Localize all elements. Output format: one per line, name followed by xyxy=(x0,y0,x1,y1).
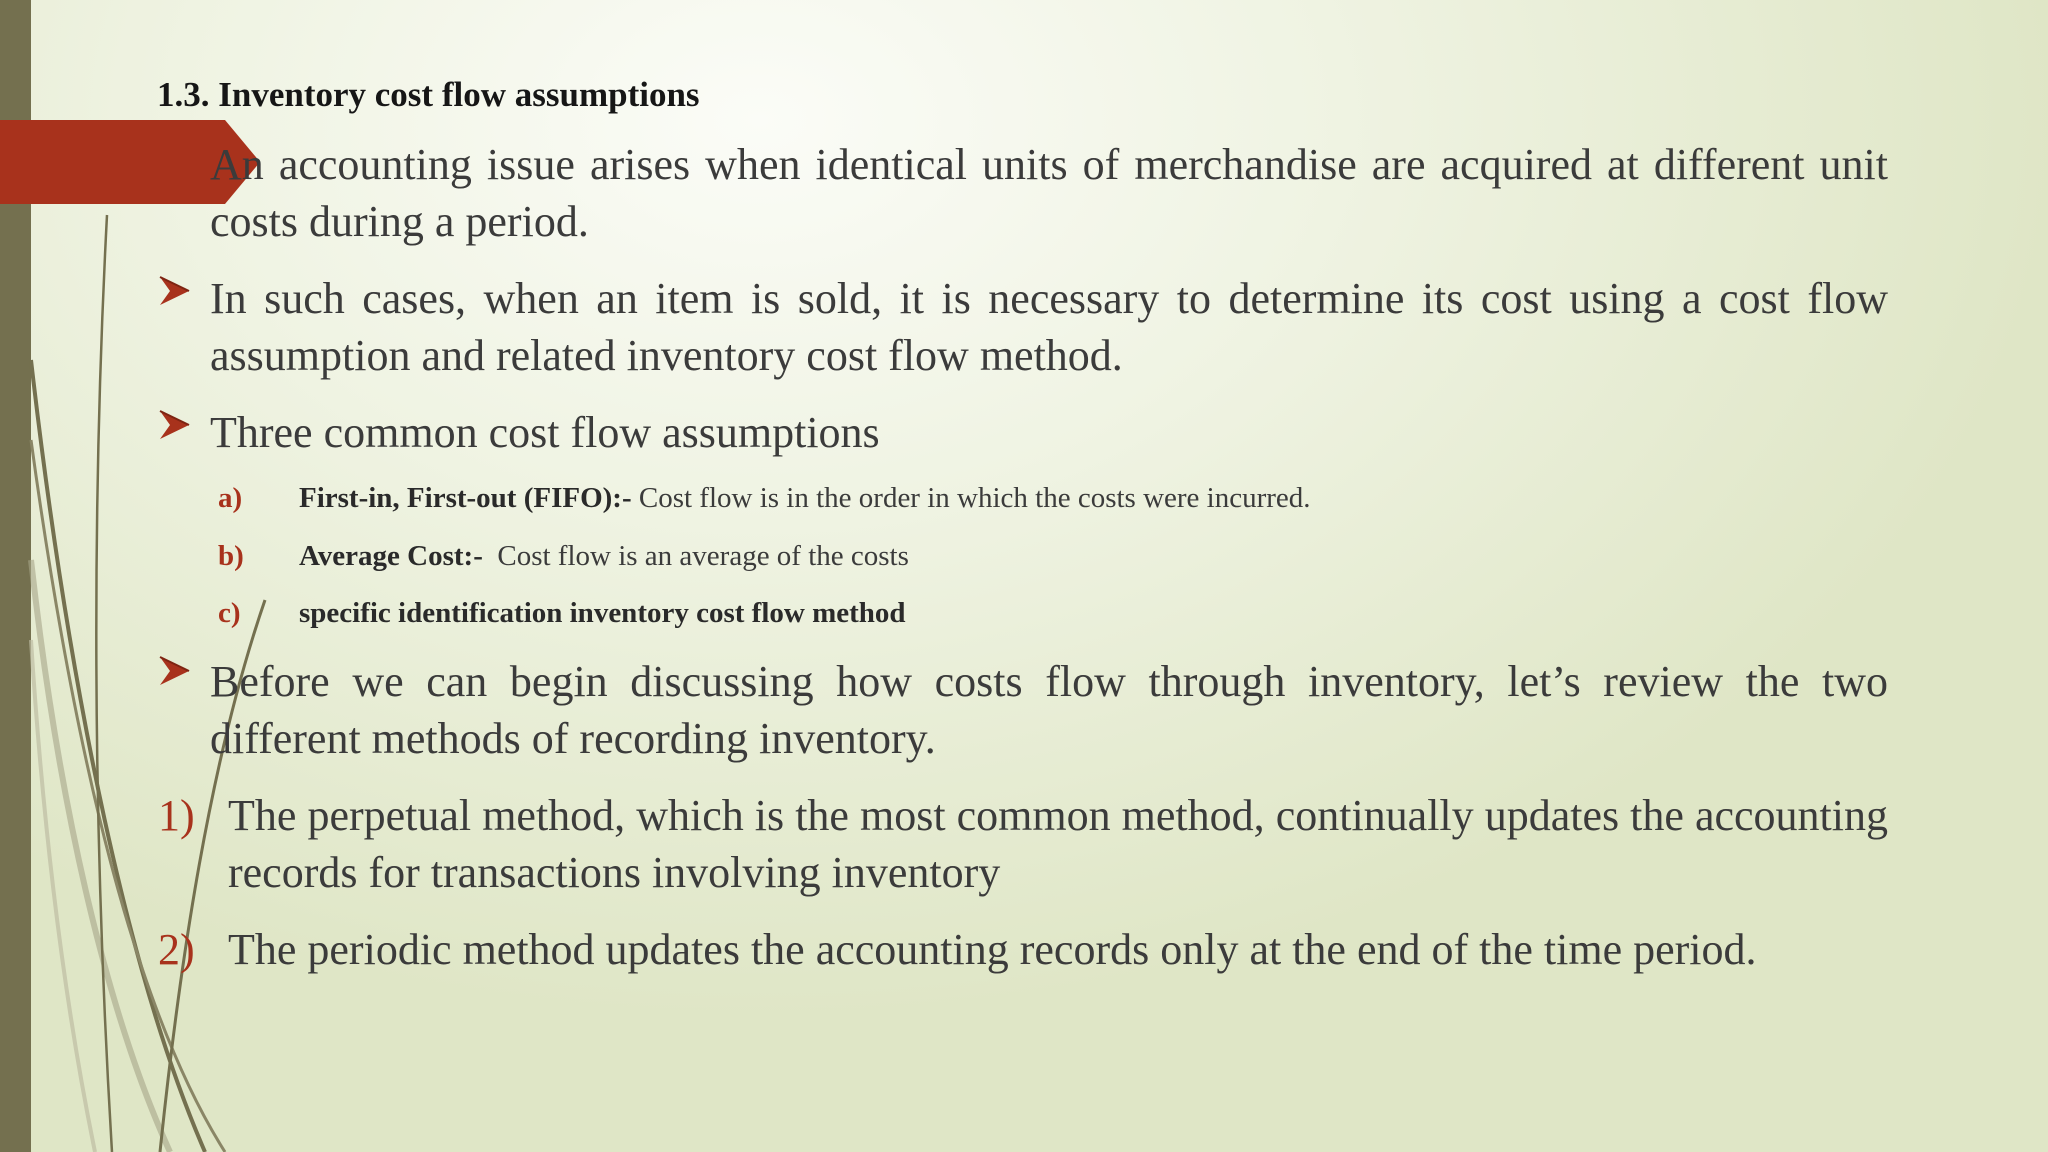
arrowhead-bullet-icon xyxy=(158,654,192,688)
sub-item-marker: b) xyxy=(218,540,244,572)
sub-item-description: Cost flow is an average of the costs xyxy=(482,540,909,572)
paragraph-accounting-issue: An accounting issue arises when identical units of merchandise are acquired at different unit costs during a period. xyxy=(210,140,1888,246)
sub-item-marker: c) xyxy=(218,597,241,629)
sub-item-description: Cost flow is in the order in which the costs were incurred. xyxy=(631,482,1311,514)
paragraph-cost-flow-assumption: In such cases, when an item is sold, it is necessary to determine its cost using a cost flow assumption and related inventory cost flow method. xyxy=(210,274,1888,380)
sub-item-marker: a) xyxy=(218,482,243,514)
sub-item-term: specific identification inventory cost flow method xyxy=(299,597,906,629)
numbered-marker: 2) xyxy=(158,925,195,974)
arrowhead-bullet-icon xyxy=(158,408,192,442)
sub-item-term: Average Cost:- xyxy=(299,540,483,572)
paragraph-three-assumptions: Three common cost flow assumptions xyxy=(210,408,880,457)
paragraph-recording-methods: Before we can begin discussing how costs flow through inventory, let’s review the two different methods of recording inventory. xyxy=(210,657,1888,763)
numbered-item-periodic: The periodic method updates the accounting records only at the end of the time period. xyxy=(228,925,1757,974)
arrowhead-bullet-icon xyxy=(158,274,192,308)
numbered-item-perpetual: The perpetual method, which is the most common method, continually updates the accounting records for transactions involving inventory xyxy=(228,791,1888,897)
slide-title: 1.3. Inventory cost flow assumptions xyxy=(157,75,700,114)
numbered-marker: 1) xyxy=(158,791,195,840)
sub-item-term: First-in, First-out (FIFO):- xyxy=(299,482,632,514)
